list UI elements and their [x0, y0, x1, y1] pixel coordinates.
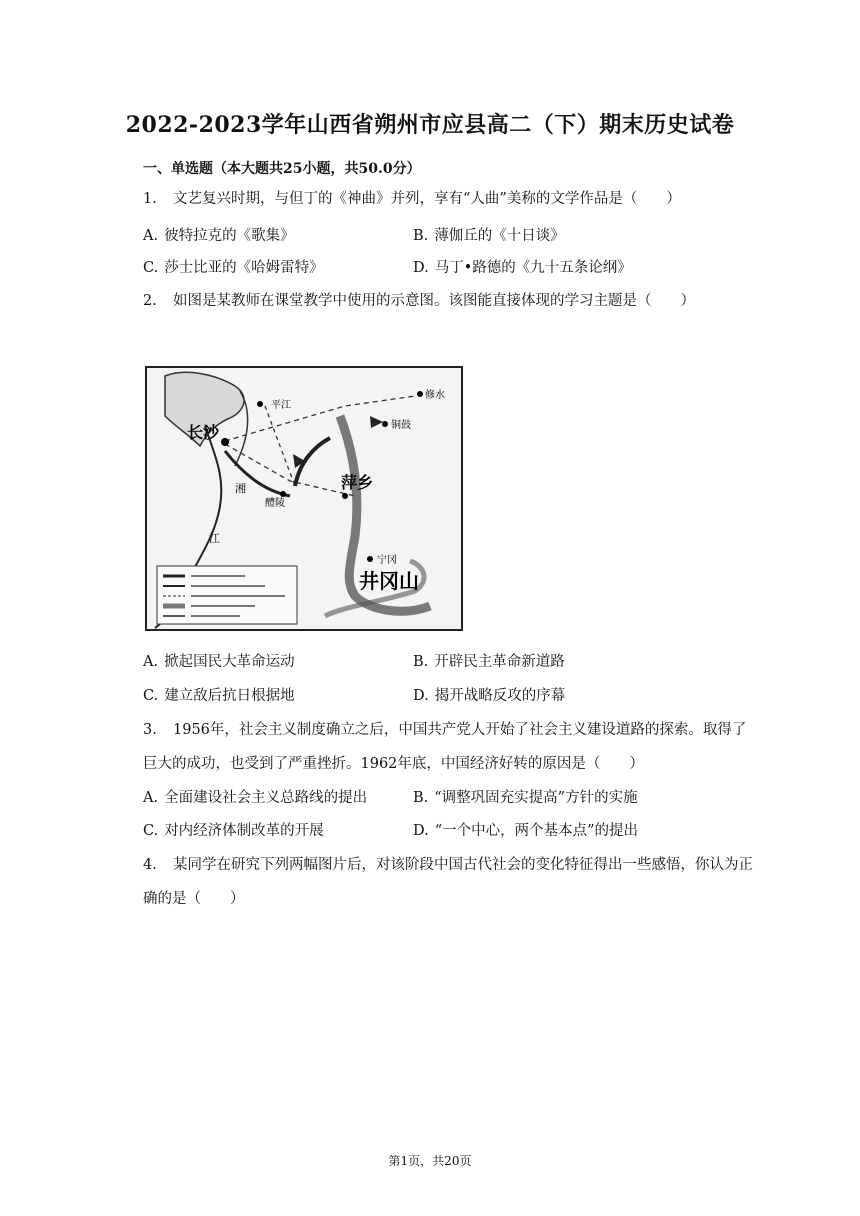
page-title: 2022-2023学年山西省朔州市应县高二（下）期末历史试卷 [125, 112, 735, 138]
option-b: B. 开辟民主革命新道路 [413, 654, 565, 670]
map-label-pingjiang: 平江 [271, 400, 291, 411]
uprising-route-map [145, 366, 463, 631]
question-number: 3. [143, 722, 157, 738]
map-label-pingxiang: 萍乡 [341, 473, 374, 492]
option-a: A. 掀起国民大革命运动 [143, 654, 295, 670]
map-label-tonggu: 铜鼓 [391, 420, 411, 431]
map-label-liling: 醴陵 [265, 498, 285, 509]
question-number: 1. [143, 191, 157, 207]
question-text: 如图是某教师在课堂教学中使用的示意图。该图能直接体现的学习主题是（ ） [173, 293, 695, 309]
page-footer: 第1页，共20页 [388, 1154, 472, 1168]
map-label-xiushui: 修水 [425, 390, 445, 401]
option-a: A. 全面建设社会主义总路线的提出 [143, 790, 368, 806]
map-label-xiang: 湘 [235, 482, 246, 495]
question-text: 文艺复兴时期，与但丁的《神曲》并列，享有“人曲”美称的文学作品是（ ） [173, 191, 681, 207]
option-c: C. 对内经济体制改革的开展 [143, 823, 324, 839]
section-heading: 一、单选题（本大题共25小题，共50.0分） [143, 161, 421, 177]
question-number: 2. [143, 293, 157, 309]
question-2 [143, 284, 753, 318]
option-c: C. 莎士比亚的《哈姆雷特》 [143, 260, 324, 276]
option-d: D. 马丁•路德的《九十五条论纲》 [413, 260, 632, 276]
option-d: D. “一个中心，两个基本点”的提出 [413, 823, 639, 839]
option-a: A. 彼特拉克的《歌集》 [143, 228, 295, 244]
option-c: C. 建立敌后抗日根据地 [143, 688, 295, 704]
question-number: 4. [143, 857, 157, 873]
map-label-ninggang: 宁冈 [377, 555, 397, 566]
question-4 [143, 848, 753, 916]
question-1 [143, 182, 753, 216]
map-label-jinggangshan: 井冈山 [359, 569, 419, 593]
option-b: B. 薄伽丘的《十日谈》 [413, 228, 565, 244]
question-text: 某同学在研究下列两幅图片后，对该阶段中国古代社会的变化特征得出一些感悟，你认为正确的是（ ） [143, 857, 753, 907]
question-3 [143, 713, 753, 781]
option-b: B. “调整巩固充实提高”方针的实施 [413, 790, 638, 806]
map-label-changsha: 长沙 [187, 423, 220, 442]
question-text: 1956年，社会主义制度确立之后，中国共产党人开始了社会主义建设道路的探索。取得了巨大的成功，也受到了严重挫折。1962年底，中国经济好转的原因是（ ） [143, 722, 747, 772]
option-d: D. 揭开战略反攻的序幕 [413, 688, 566, 704]
map-label-jiang: 江 [209, 532, 220, 545]
